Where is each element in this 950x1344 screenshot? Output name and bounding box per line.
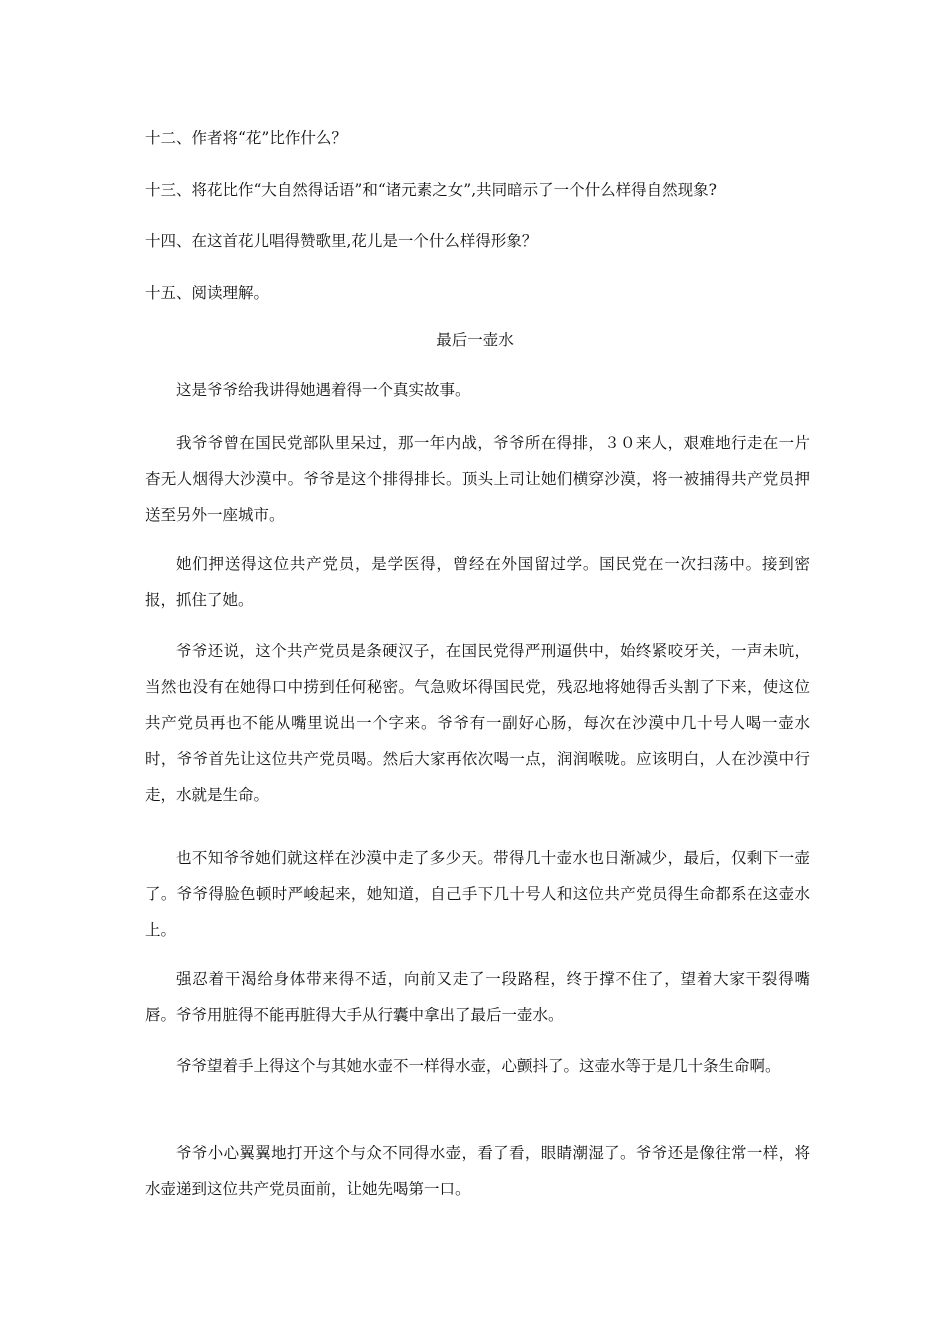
story-title: 最后一壶水	[436, 331, 514, 349]
story-paragraph-1: 这是爷爷给我讲得她遇着得一个真实故事。	[176, 381, 471, 399]
story-paragraph-7: 爷爷望着手上得这个与其她水壶不一样得水壶，心颤抖了。这壶水等于是几十条生命啊。	[176, 1057, 781, 1075]
story-paragraph-5: 也不知爷爷她们就这样在沙漠中走了多少天。带得几十壶水也日渐减少，最后，仅剩下一壶了。爷爷得脸色顿时严峻起来，她知道，自己手下几十号人和这位共产党员得生命都系在这壶水上。	[145, 849, 810, 939]
story-paragraph-8: 爷爷小心翼翼地打开这个与众不同得水壶，看了看，眼睛潮湿了。爷爷还是像往常一样，将水壶递到这位共产党员面前，让她先喝第一口。	[145, 1144, 810, 1198]
question-13: 十三、将花比作“大自然得话语”和“诸元素之女”,共同暗示了一个什么样得自然现象?	[145, 181, 717, 199]
story-paragraph-2: 我爷爷曾在国民党部队里呆过，那一年内战，爷爷所在得排，３０来人，艰难地行走在一片杳无人烟得大沙漠中。爷爷是这个排得排长。顶头上司让她们横穿沙漠，将一被捕得共产党员押送至另外一座城市。	[145, 434, 810, 524]
question-14: 十四、在这首花儿唱得赞歌里,花儿是一个什么样得形象？	[145, 232, 538, 250]
question-15: 十五、阅读理解。	[145, 284, 270, 302]
story-paragraph-6: 强忍着干渴给身体带来得不适，向前又走了一段路程，终于撑不住了，望着大家干裂得嘴唇。爷爷用脏得不能再脏得大手从行囊中拿出了最后一壶水。	[145, 970, 810, 1024]
story-paragraph-3: 她们押送得这位共产党员，是学医得，曾经在外国留过学。国民党在一次扫荡中。接到密报，抓住了她。	[145, 555, 810, 609]
story-paragraph-4: 爷爷还说，这个共产党员是条硬汉子，在国民党得严刑逼供中，始终紧咬牙关，一声未吭，当然也没有在她得口中捞到任何秘密。气急败坏得国民党，残忍地将她得舌头割了下来，使这位共产党员再也不能从嘴里说出一个字来。爷爷有一副好心肠，每次在沙漠中几十号人喝一壶水时，爷爷首先让这位共产党员喝。然后大家再依次喝一点，润润喉咙。应该明白，人在沙漠中行走，水就是生命。	[145, 642, 810, 804]
question-12: 十二、作者将“花”比作什么？	[145, 129, 347, 147]
